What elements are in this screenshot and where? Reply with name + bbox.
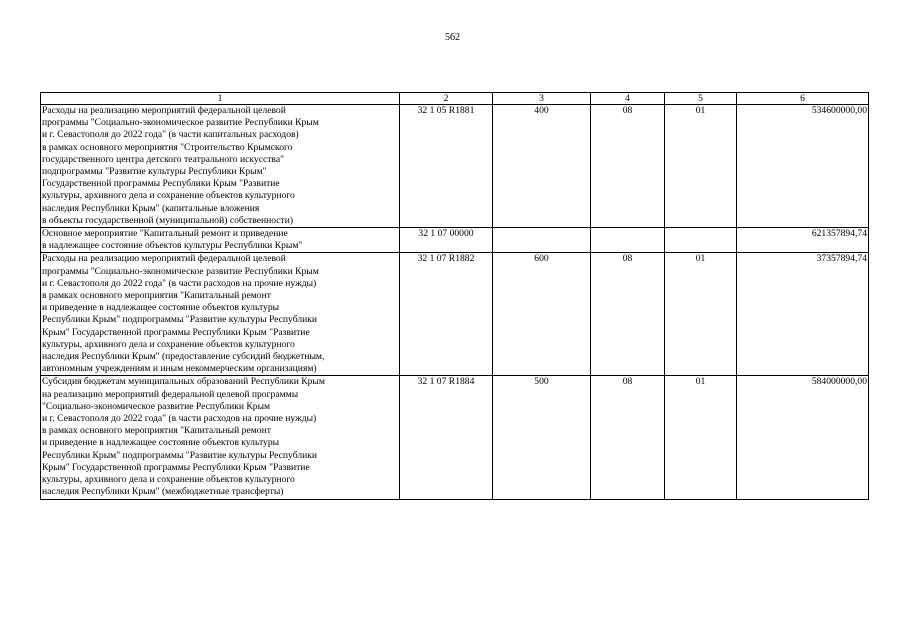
expense-type-code-cell bbox=[493, 228, 591, 253]
table-body bbox=[41, 105, 869, 500]
amount-cell: 534600000,00 bbox=[737, 105, 869, 228]
header-col-3: 3 bbox=[493, 93, 591, 105]
expense-name-line: Расходы на реализацию мероприятий федеральной целевой bbox=[42, 253, 286, 265]
expense-name-line: в рамках основного мероприятия "Строительство Крымского bbox=[42, 141, 293, 153]
header-col-5: 5 bbox=[665, 93, 737, 105]
subsection-code-cell: 01 bbox=[665, 105, 737, 228]
expense-name-line: "Социально-экономическое развитие Республики Крым bbox=[42, 400, 271, 412]
header-col-1: 1 bbox=[41, 93, 400, 105]
table-row bbox=[41, 253, 869, 376]
header-col-4: 4 bbox=[591, 93, 665, 105]
expense-name-line: и г. Севастополя до 2022 года" (в части расходов на прочие нужды) bbox=[42, 277, 317, 289]
amount-cell: 37357894,74 bbox=[737, 253, 869, 376]
section-code-cell: 08 bbox=[591, 253, 665, 376]
amount-cell: 621357894,74 bbox=[737, 228, 869, 253]
table-header-row bbox=[41, 93, 869, 105]
expense-name-cell bbox=[41, 253, 400, 376]
expense-name-line: программы "Социально-экономическое развитие Республики Крым bbox=[42, 265, 319, 277]
expense-name-line: в рамках основного мероприятия "Капитальный ремонт bbox=[42, 290, 271, 302]
expense-name-line: Государственной программы Республики Крым "Развитие bbox=[42, 178, 280, 190]
expense-name-line: в объекты государственной (муниципальной) собственности) bbox=[42, 214, 294, 226]
expense-name-line: Республики Крым" подпрограммы "Развитие культуры Республики bbox=[42, 449, 318, 461]
expense-name-line: и г. Севастополя до 2022 года" (в части расходов на прочие нужды) bbox=[42, 413, 317, 425]
expense-name-line: Крым" Государственной программы Республики Крым "Развитие bbox=[42, 461, 310, 473]
expense-name-line: культуры, архивного дела и сохранение объектов культурного bbox=[42, 474, 295, 486]
page-number: 562 bbox=[445, 32, 460, 43]
expense-name-line: автономным учреждениям и иным некоммерческим организациям) bbox=[42, 363, 317, 375]
expense-name-line: Республики Крым" подпрограммы "Развитие культуры Республики bbox=[42, 314, 318, 326]
expense-name-cell bbox=[41, 228, 400, 253]
section-code-cell: 08 bbox=[591, 105, 665, 228]
expense-name-line: и г. Севастополя до 2022 года" (в части капитальных расходов) bbox=[42, 129, 299, 141]
expense-name-line: Крым" Государственной программы Республики Крым "Развитие bbox=[42, 326, 310, 338]
subsection-code-cell bbox=[665, 228, 737, 253]
budget-table bbox=[40, 92, 869, 500]
subsection-code-cell: 01 bbox=[665, 376, 737, 499]
subsection-code-cell: 01 bbox=[665, 253, 737, 376]
expense-name-line: и приведение в надлежащее состояние объектов культуры bbox=[42, 302, 280, 314]
table-row bbox=[41, 376, 869, 499]
expense-name-line: Основное мероприятие "Капитальный ремонт и приведение bbox=[42, 228, 288, 240]
expense-name-line: на реализацию мероприятий федеральной целевой программы bbox=[42, 388, 299, 400]
expense-name-line: в надлежащее состояние объектов культуры Республики Крым" bbox=[42, 240, 303, 252]
expense-name-cell bbox=[41, 376, 400, 499]
expense-name-line: и приведение в надлежащее состояние объектов культуры bbox=[42, 437, 280, 449]
expense-name-line: культуры, архивного дела и сохранение объектов культурного bbox=[42, 190, 295, 202]
expense-name-line: Расходы на реализацию мероприятий федеральной целевой bbox=[42, 105, 286, 116]
table-row bbox=[41, 105, 869, 228]
amount-cell: 584000000,00 bbox=[737, 376, 869, 499]
expense-name-line: наследия Республики Крым" (капитальные вложения bbox=[42, 202, 260, 214]
expense-name-line: программы "Социально-экономическое развитие Республики Крым bbox=[42, 117, 319, 129]
expense-type-code-cell: 600 bbox=[493, 253, 591, 376]
target-article-code-cell: 32 1 05 R1881 bbox=[400, 105, 493, 228]
expense-name-line: наследия Республики Крым" (предоставление субсидий бюджетным, bbox=[42, 351, 325, 363]
header-col-6: 6 bbox=[737, 93, 869, 105]
expense-name-line: культуры, архивного дела и сохранение объектов культурного bbox=[42, 338, 295, 350]
section-code-cell bbox=[591, 228, 665, 253]
table-row bbox=[41, 228, 869, 253]
expense-name-line: подпрограммы "Развитие культуры Республики Крым" bbox=[42, 166, 267, 178]
expense-name-line: государственного центра детского театрального искусства" bbox=[42, 153, 285, 165]
expense-name-line: наследия Республики Крым" (межбюджетные трансферты) bbox=[42, 486, 284, 498]
section-code-cell: 08 bbox=[591, 376, 665, 499]
target-article-code-cell: 32 1 07 00000 bbox=[400, 228, 493, 253]
expense-type-code-cell: 400 bbox=[493, 105, 591, 228]
target-article-code-cell: 32 1 07 R1884 bbox=[400, 376, 493, 499]
expense-name-cell bbox=[41, 105, 400, 228]
expense-name-line: Субсидия бюджетам муниципальных образований Республики Крым bbox=[42, 376, 325, 388]
expense-type-code-cell: 500 bbox=[493, 376, 591, 499]
expense-name-line: в рамках основного мероприятия "Капитальный ремонт bbox=[42, 425, 271, 437]
target-article-code-cell: 32 1 07 R1882 bbox=[400, 253, 493, 376]
header-col-2: 2 bbox=[400, 93, 493, 105]
